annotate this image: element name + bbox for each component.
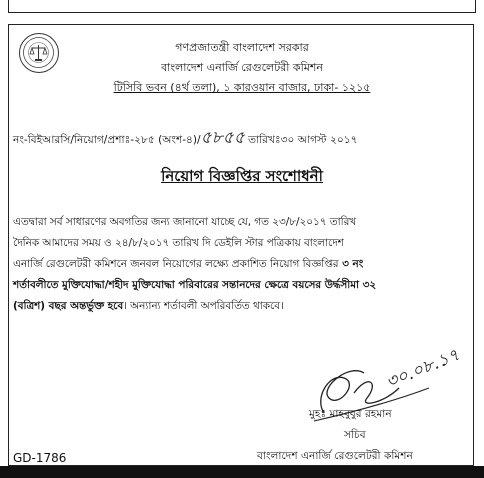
- notice-code: GD-1786: [13, 451, 67, 465]
- memo-handwritten-number: ৫৮৫৫: [200, 128, 245, 148]
- bottom-border-bar: [0, 466, 484, 478]
- body-line-5-text: । অন্যান্য শর্তাবলী অপরিবর্তিত থাকবে।: [123, 300, 284, 312]
- memo-date: তারিখঃ৩০ আগস্ট ২০১৭: [248, 134, 358, 146]
- signature-date: ৩০.০৮.১৭: [383, 345, 463, 393]
- signatory-name: মুহঃ মাহবুবুর রহমান: [309, 408, 392, 420]
- body-line-3: [13, 257, 363, 274]
- body-line-3-bold: ৩ নং: [338, 258, 364, 270]
- body-line-4: শর্তাবলীতে মুক্তিযোদ্ধা/শহীদ মুক্তিযোদ্ধা পরিবারের সন্তানদের ক্ষেত্রে বয়সের উর্দ্ধসীমা ৩২: [13, 279, 377, 291]
- header-address: টিসিবি ভবন (৪র্থ তলা), ১ কারওয়ান বাজার, ঢাকা- ১২১৫: [113, 81, 371, 94]
- body-line-1: এতদ্বারা সর্ব সাধারণের অবগতির জন্য জানানো যাচ্ছে যে, গত ২৩/৮/২০১৭ তারিখ: [13, 216, 357, 228]
- header-commission: বাংলাদেশ এনার্জি রেগুলেটরী কমিশন: [161, 61, 323, 74]
- body-line-2: দৈনিক আমাদের সময় ও ২৪/৮/২০১৭ তারিখ দি ডেইলি স্টার পত্রিকায় বাংলাদেশ: [13, 237, 344, 249]
- memo-number-prefix: নং-বিইআরসি/নিয়োগ/প্রশাঃ-২৮৫ (অংশ-৪)/: [13, 134, 201, 146]
- body-line-3-text: এনার্জি রেগুলেটরী কমিশনে জনবল নিয়োগের লক্ষ্যে প্রকাশিত নিয়োগ বিজ্ঞপ্তির: [13, 258, 339, 270]
- signatory-organization: বাংলাদেশ এনার্জি রেগুলেটরী কমিশন: [257, 450, 413, 462]
- notice-title: নিয়োগ বিজ্ঞপ্তির সংশোধনী: [161, 167, 323, 185]
- body-line-5-bold: (বত্রিশ) বছর অন্তর্ভুক্ত হবে: [13, 300, 124, 312]
- header-government: গণপ্রজাতন্ত্রী বাংলাদেশ সরকার: [175, 41, 309, 54]
- memo-reference-line: [13, 125, 358, 153]
- notice-document: [8, 24, 474, 466]
- signatory-title: সচিব: [344, 429, 366, 441]
- body-line-5: [13, 299, 284, 316]
- previous-notice-box-edge: [8, 0, 476, 13]
